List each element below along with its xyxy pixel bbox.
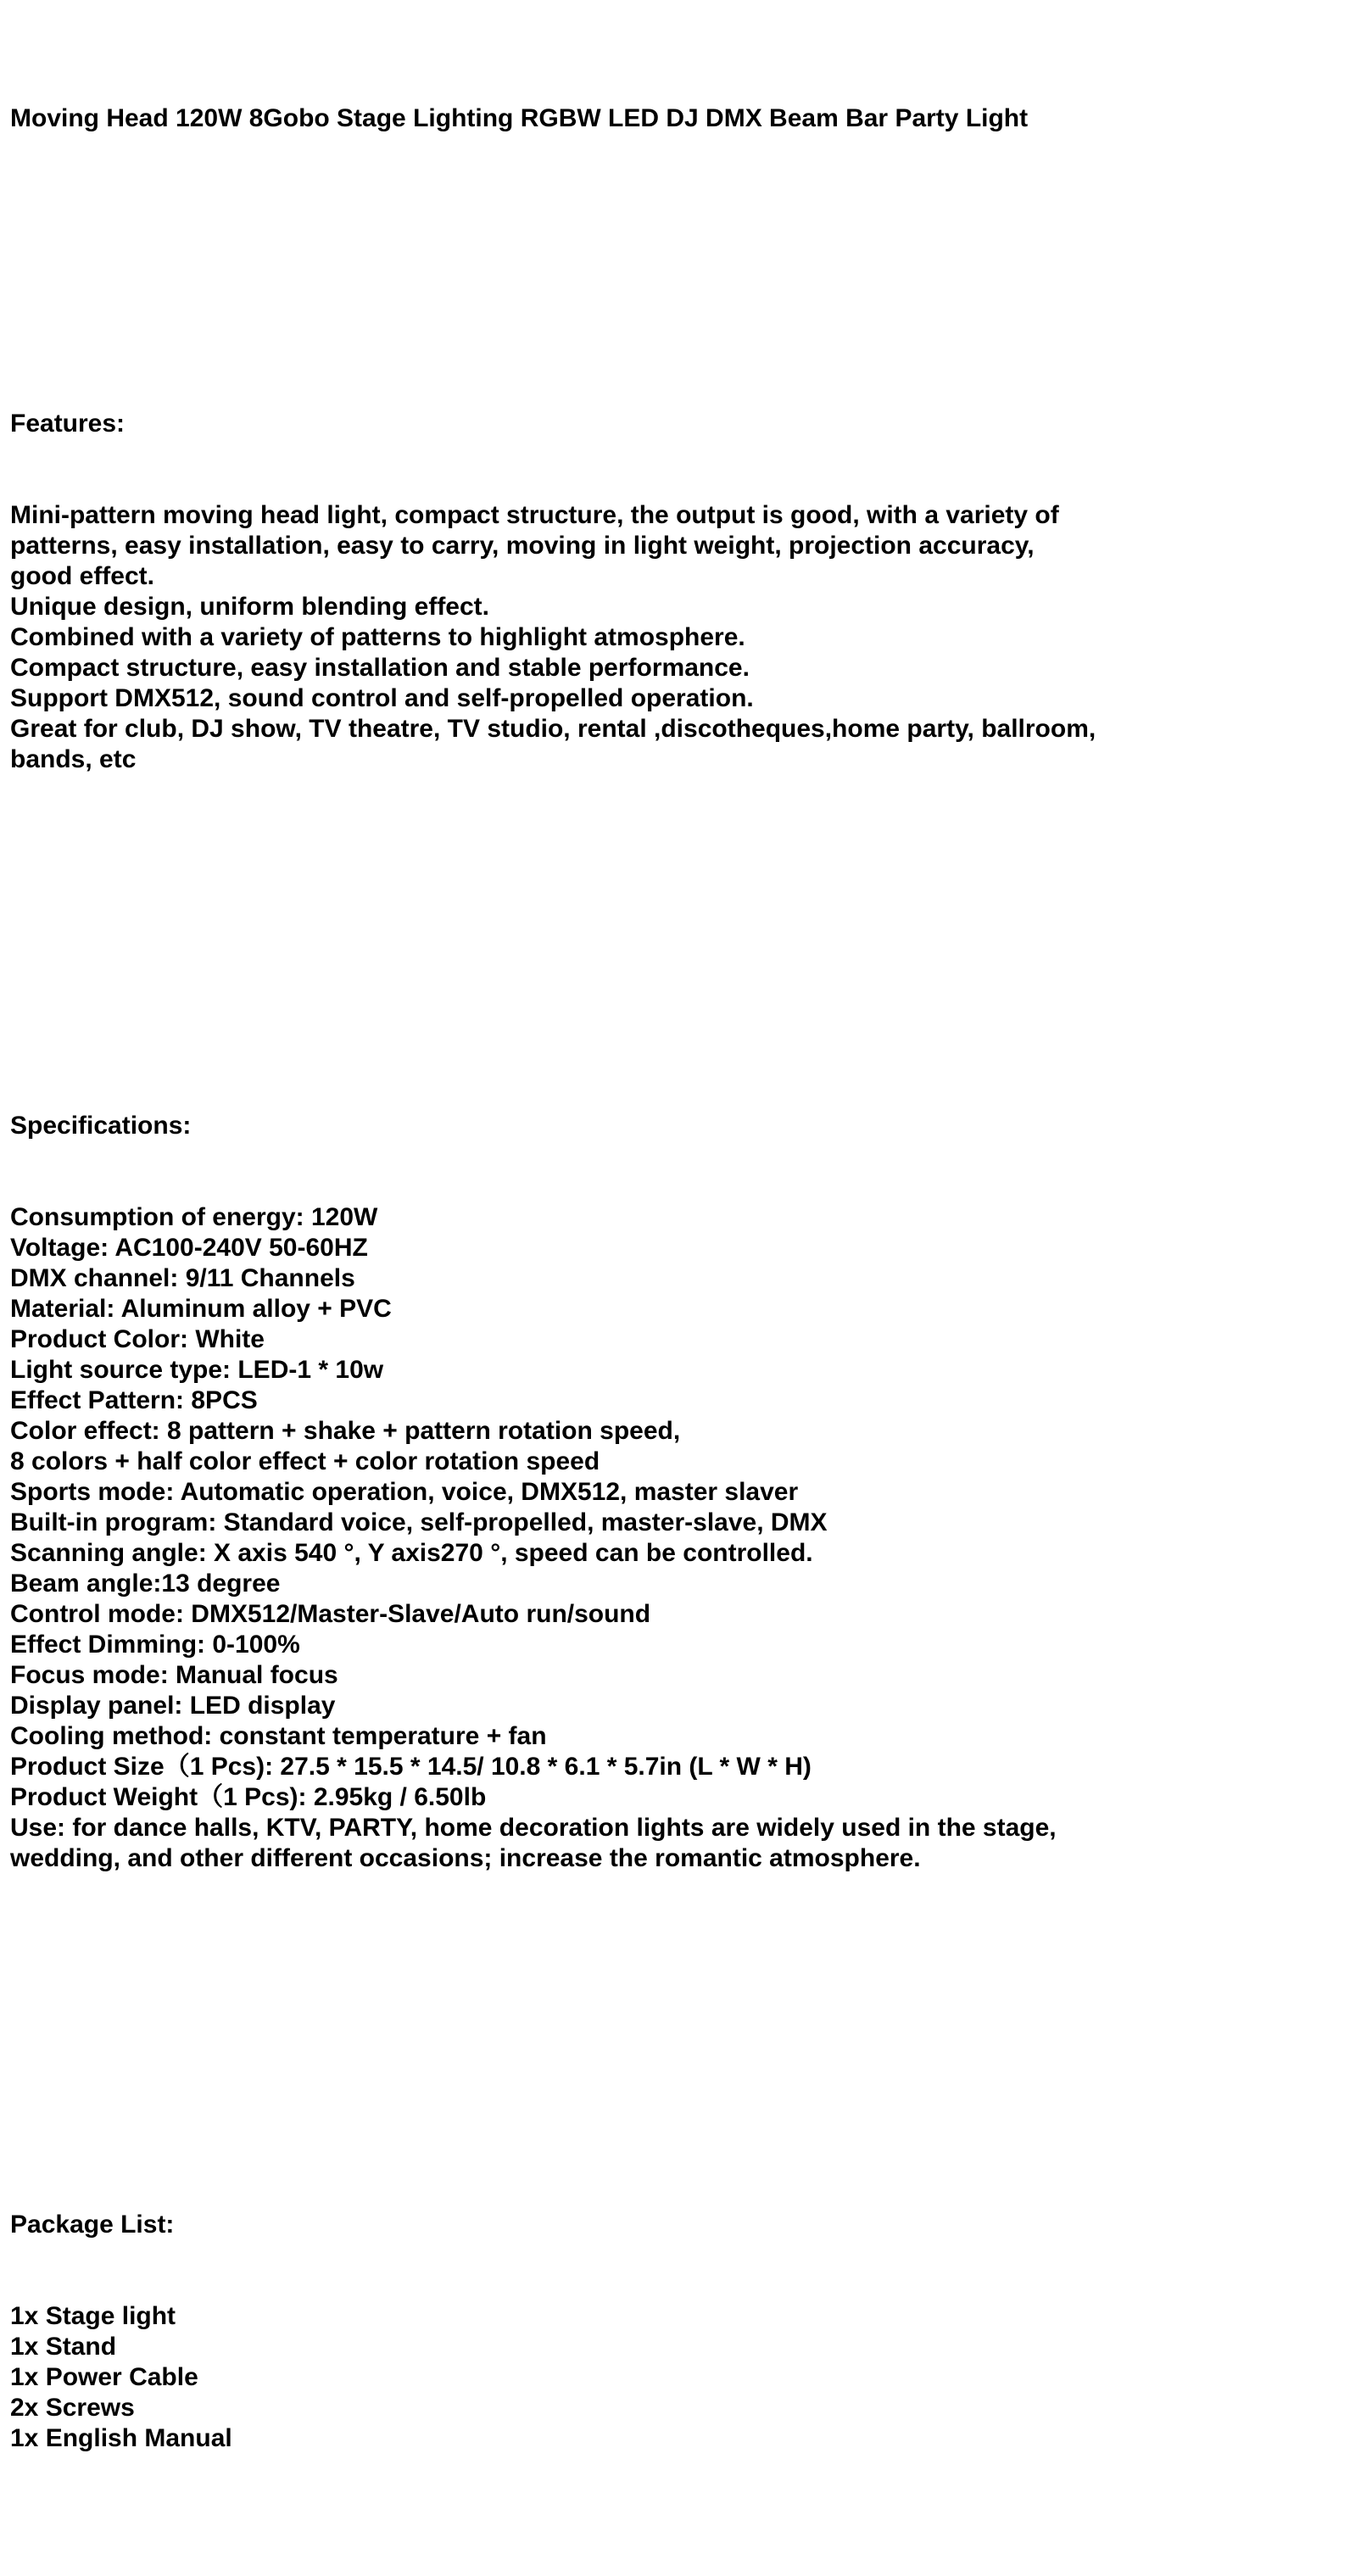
blank-line: [10, 928, 1351, 958]
package-list-lines: [10, 2301, 1351, 2454]
package-list-section: [10, 2149, 1351, 2515]
text-line: bands, etc: [10, 745, 137, 773]
text-line: Cooling method: constant temperature + fan: [10, 1722, 547, 1750]
text-line: Great for club, DJ show, TV theatre, TV studio, rental ,discotheques,home party, ballroom,: [10, 715, 1096, 743]
text-line: Use: for dance halls, KTV, PARTY, home decoration lights are widely used in the stage,: [10, 1814, 1057, 1842]
package-list-heading: Package List:: [10, 2211, 175, 2239]
text-line: Product Size（1 Pcs): 27.5 * 15.5 * 14.5/ 10.8 * 6.1 * 5.7in (L * W * H): [10, 1753, 812, 1781]
text-line: Support DMX512, sound control and self-propelled operation.: [10, 684, 754, 712]
text-line: Effect Dimming: 0-100%: [10, 1631, 300, 1659]
specifications-lines: [10, 1202, 1351, 1874]
text-line: Light source type: LED-1 * 10w: [10, 1356, 384, 1384]
text-line: Sports mode: Automatic operation, voice, DMX512, master slaver: [10, 1478, 799, 1506]
text-line: Color effect: 8 pattern + shake + pattern rotation speed,: [10, 1417, 681, 1445]
text-line: 1x Stage light: [10, 2302, 176, 2330]
text-line: Compact structure, easy installation and stable performance.: [10, 654, 750, 682]
text-line: Product Color: White: [10, 1325, 265, 1353]
text-line: Control mode: DMX512/Master-Slave/Auto run/sound: [10, 1600, 651, 1628]
text-line: Built-in program: Standard voice, self-propelled, master-slave, DMX: [10, 1508, 828, 1536]
text-line: Unique design, uniform blending effect.: [10, 593, 490, 621]
text-line: Display panel: LED display: [10, 1692, 336, 1720]
blank-line: [10, 2027, 1351, 2057]
text-line: 1x Stand: [10, 2333, 117, 2361]
text-line: 8 colors + half color effect + color rotation speed: [10, 1447, 600, 1475]
features-lines: [10, 500, 1351, 775]
specifications-section: [10, 1050, 1351, 1935]
features-section: [10, 348, 1351, 836]
text-line: 2x Screws: [10, 2394, 135, 2422]
text-line: Effect Pattern: 8PCS: [10, 1386, 258, 1414]
blank-line: [10, 226, 1351, 256]
text-line: Scanning angle: X axis 540 °, Y axis270 °, speed can be controlled.: [10, 1539, 813, 1567]
product-title: Moving Head 120W 8Gobo Stage Lighting RGBW LED DJ DMX Beam Bar Party Light: [10, 104, 1029, 132]
text-line: Voltage: AC100-240V 50-60HZ: [10, 1234, 368, 1262]
text-line: Beam angle:13 degree: [10, 1570, 281, 1597]
text-line: Combined with a variety of patterns to highlight atmosphere.: [10, 623, 745, 651]
text-line: Product Weight（1 Pcs): 2.95kg / 6.50lb: [10, 1783, 487, 1811]
text-line: wedding, and other different occasions; increase the romantic atmosphere.: [10, 1844, 921, 1872]
text-line: Focus mode: Manual focus: [10, 1661, 338, 1689]
features-heading: Features:: [10, 410, 126, 438]
text-line: DMX channel: 9/11 Channels: [10, 1264, 355, 1292]
text-line: good effect.: [10, 562, 154, 590]
text-line: Material: Aluminum alloy + PVC: [10, 1295, 392, 1323]
text-line: 1x English Manual: [10, 2424, 232, 2452]
text-line: Mini-pattern moving head light, compact structure, the output is good, with a variety of: [10, 501, 1059, 529]
text-line: 1x Power Cable: [10, 2363, 198, 2391]
text-line: Consumption of energy: 120W: [10, 1203, 378, 1231]
text-line: patterns, easy installation, easy to carry, moving in light weight, projection accuracy,: [10, 532, 1035, 560]
specifications-heading: Specifications:: [10, 1112, 192, 1140]
